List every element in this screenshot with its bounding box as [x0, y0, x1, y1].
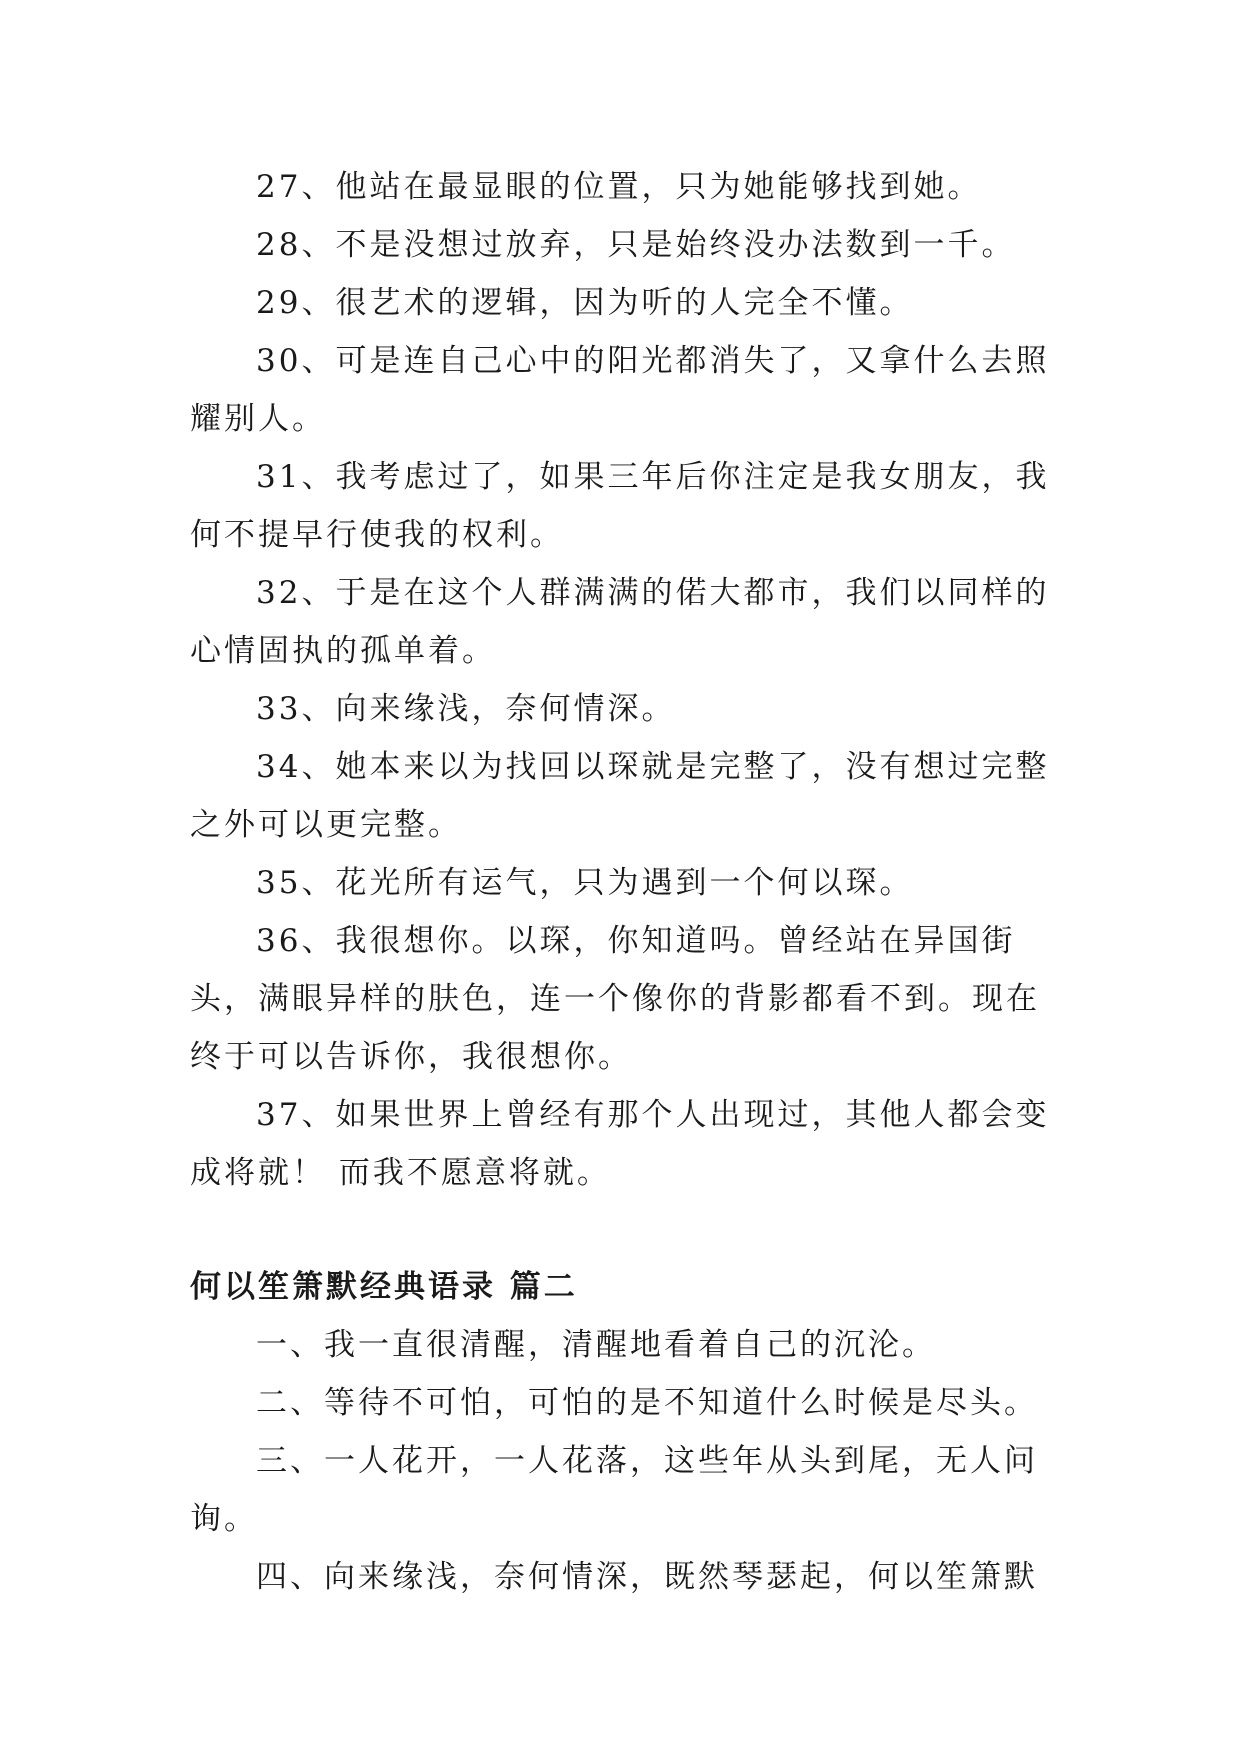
- quote-3: 三、一人花开，一人花落，这些年从头到尾，无人问询。: [190, 1443, 1038, 1537]
- quote-28: 28、不是没想过放弃，只是始终没办法数到一千。: [256, 227, 1016, 263]
- quote-37: 37、如果世界上曾经有那个人出现过，其他人都会变成将就！ 而我不愿意将就。: [190, 1097, 1050, 1191]
- quote-2: 二、等待不可怕，可怕的是不知道什么时候是尽头。: [256, 1385, 1038, 1421]
- quote-29: 29、很艺术的逻辑，因为听的人完全不懂。: [256, 285, 914, 321]
- section-heading: 何以笙箫默经典语录 篇二: [190, 1269, 578, 1305]
- quote-27: 27、他站在最显眼的位置，只为她能够找到她。: [256, 169, 982, 205]
- quote-1: 一、我一直很清醒，清醒地看着自己的沉沦。: [256, 1327, 936, 1363]
- quote-32: 32、于是在这个人群满满的偌大都市，我们以同样的心情固执的孤单着。: [190, 575, 1050, 669]
- quote-34: 34、她本来以为找回以琛就是完整了，没有想过完整之外可以更完整。: [190, 749, 1050, 843]
- quote-36: 36、我很想你。以琛，你知道吗。曾经站在异国街头，满眼异样的肤色，连一个像你的背影都看不到。现在终于可以告诉你，我很想你。: [190, 923, 1040, 1075]
- quote-4: 四、向来缘浅，奈何情深，既然琴瑟起，何以笙箫默: [256, 1559, 1038, 1595]
- quote-30: 30、可是连自己心中的阳光都消失了，又拿什么去照耀别人。: [190, 343, 1050, 437]
- quote-35: 35、花光所有运气，只为遇到一个何以琛。: [256, 865, 914, 901]
- quote-31: 31、我考虑过了，如果三年后你注定是我女朋友，我何不提早行使我的权利。: [190, 459, 1050, 553]
- document-body: [190, 158, 1060, 1606]
- quote-33: 33、向来缘浅，奈何情深。: [256, 691, 676, 727]
